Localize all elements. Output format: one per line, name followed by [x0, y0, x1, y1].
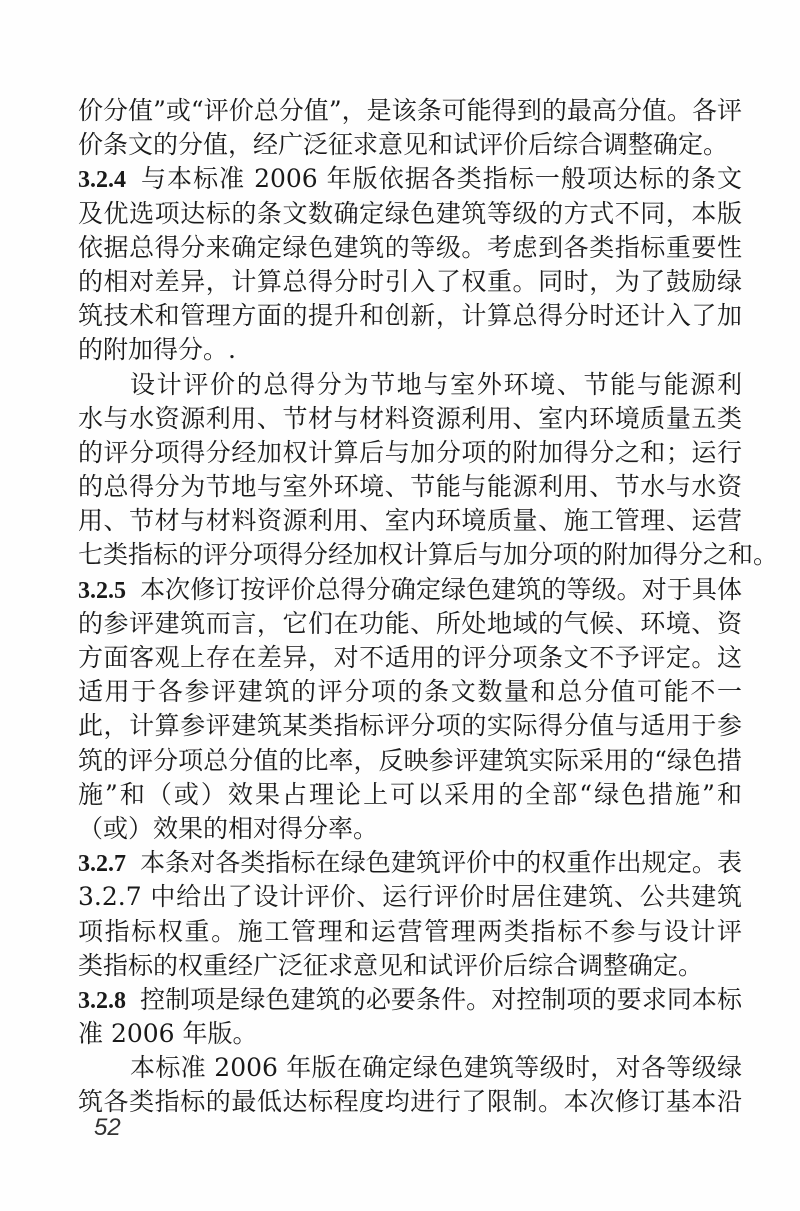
line-text: 设计评价的总得分为节地与室外环境、节能与能源利	[130, 369, 742, 399]
text-line	[78, 812, 742, 846]
section-3-2-4	[78, 162, 742, 367]
text-line	[78, 709, 742, 743]
line-text: 适用于各参评建筑的评分项的条文数量和总分值可能不一	[78, 677, 742, 707]
text-line	[78, 846, 742, 880]
text-line	[78, 162, 742, 196]
text-line	[78, 778, 742, 812]
document-body	[78, 94, 779, 1120]
line-text: 方面客观上存在差异，对不适用的评分项条文不予评定。这	[78, 643, 742, 672]
line-text: 本次修订按评价总得分确定绿色建筑的等级。对于具体	[140, 574, 742, 604]
section-3-2-8	[78, 983, 742, 1051]
line-text: 类指标的权重经广泛征求意见和试评价后综合调整确定。	[78, 950, 704, 980]
line-text: 用、节材与材料资源利用、室内环境质量、施工管理、运营	[78, 506, 742, 536]
text-line	[78, 983, 742, 1017]
text-line	[78, 538, 779, 572]
line-text: （或）效果的相对得分率。	[78, 813, 379, 843]
text-line	[78, 1051, 742, 1085]
text-line	[78, 744, 742, 778]
line-text: 价分值”或“评价总分值”，是该条可能得到的最高分值。各评	[78, 96, 742, 125]
text-line	[78, 573, 742, 607]
line-text: 本标准 2006 年版在确定绿色建筑等级时，对各等级绿	[130, 1053, 742, 1083]
section-number: 3.2.5	[78, 577, 126, 604]
text-line	[78, 197, 742, 231]
line-text: 七类指标的评分项得分经加权计算后与加分项的附加得分之和。	[78, 540, 779, 570]
text-line	[78, 436, 742, 470]
line-text: 的评分项得分经加权计算后与加分项的附加得分之和；运行	[78, 437, 742, 467]
line-text: 控制项是绿色建筑的必要条件。对控制项的要求同本标	[140, 984, 742, 1014]
text-line	[78, 231, 742, 265]
text-line	[78, 1085, 742, 1119]
text-line	[78, 128, 742, 162]
line-text: 的总得分为节地与室外环境、节能与能源利用、节水与水资	[78, 472, 742, 502]
line-text: 及优选项达标的条文数确定绿色建筑等级的方式不同，本版	[78, 198, 742, 228]
text-line	[78, 368, 742, 402]
line-text: 的附加得分。.	[78, 335, 236, 365]
section-number: 3.2.8	[78, 987, 126, 1014]
line-text: 的相对差异，计算总得分时引入了权重。同时，为了鼓励绿	[78, 266, 742, 296]
text-line	[78, 675, 742, 709]
text-line	[78, 504, 742, 538]
text-line	[78, 402, 742, 436]
line-text: 准 2006 年版。	[78, 1019, 258, 1049]
section-3-2-5	[78, 573, 742, 847]
text-line	[78, 880, 742, 914]
paragraph	[78, 94, 742, 162]
text-line	[78, 949, 742, 983]
line-text: 依据总得分来确定绿色建筑的等级。考虑到各类指标重要性	[78, 232, 742, 262]
line-text: 3.2.7 中给出了设计评价、运行评价时居住建筑、公共建筑	[78, 882, 742, 912]
line-text: 的参评建筑而言，它们在功能、所处地域的气候、环境、资	[78, 608, 742, 638]
text-line	[78, 607, 742, 641]
paragraph	[78, 368, 779, 573]
text-line	[78, 470, 742, 504]
line-text: 此，计算参评建筑某类指标评分项的实际得分值与适用于参	[78, 711, 742, 741]
page-number: 52	[94, 1114, 121, 1141]
line-text: 本条对各类指标在绿色建筑评价中的权重作出规定。表	[140, 848, 742, 878]
paragraph	[78, 1051, 742, 1119]
text-line	[78, 915, 742, 949]
line-text: 筑的评分项总分值的比率，反映参评建筑实际采用的“绿色措	[78, 745, 742, 775]
text-line	[78, 299, 742, 333]
line-text: 施”和（或）效果占理论上可以采用的全部“绿色措施”和	[78, 779, 742, 809]
line-text: 项指标权重。施工管理和运营管理两类指标不参与设计评	[78, 916, 742, 946]
line-text: 筑各类指标的最低达标程度均进行了限制。本次修订基本沿	[78, 1087, 742, 1117]
text-line	[78, 265, 742, 299]
section-number: 3.2.7	[78, 851, 126, 878]
section-3-2-7	[78, 846, 742, 983]
line-text: 水与水资源利用、节材与材料资源利用、室内环境质量五类	[78, 403, 742, 433]
text-line	[78, 333, 742, 367]
line-text: 筑技术和管理方面的提升和创新，计算总得分时还计入了加	[78, 301, 742, 331]
text-line	[78, 1017, 742, 1051]
section-number: 3.2.4	[78, 167, 126, 194]
line-text: 价条文的分值，经广泛征求意见和试评价后综合调整确定。	[78, 130, 729, 160]
text-line	[78, 94, 742, 128]
line-text: 与本标准 2006 年版依据各类指标一般项达标的条文	[140, 164, 742, 194]
text-line	[78, 641, 742, 675]
